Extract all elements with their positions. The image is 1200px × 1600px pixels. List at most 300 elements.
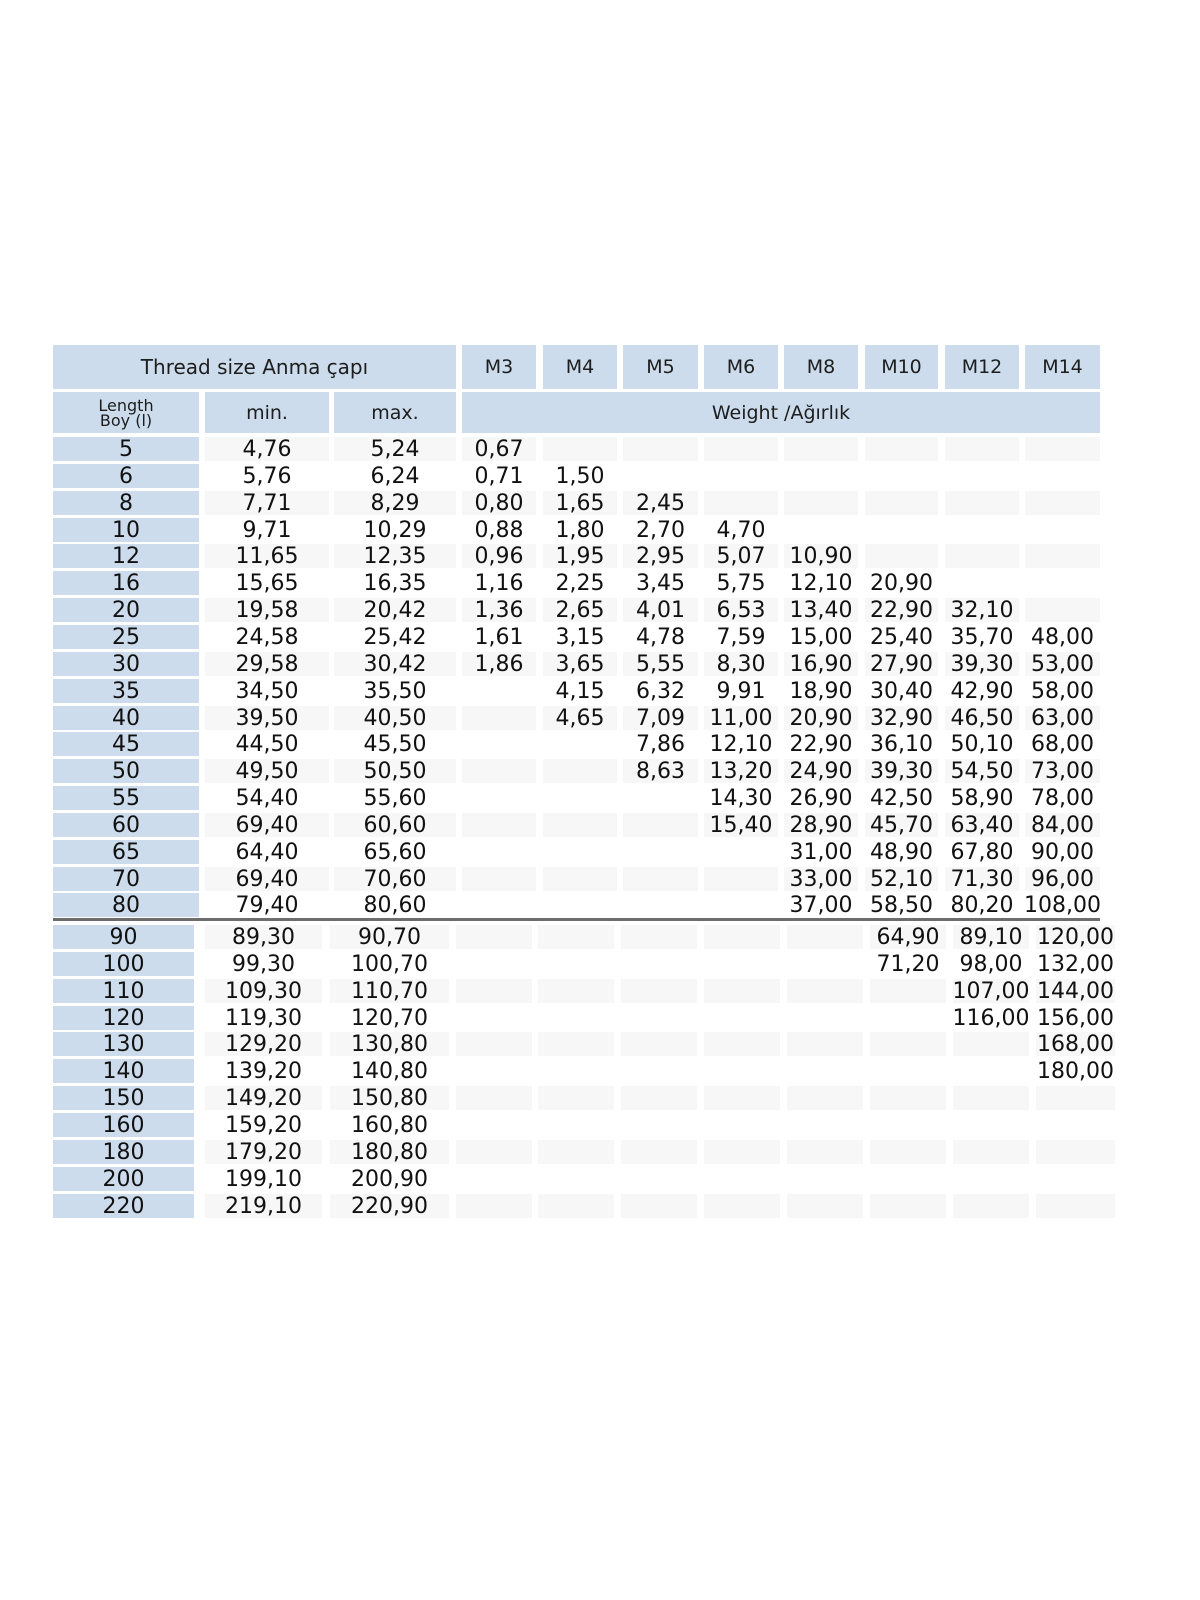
weight-cell-m8: 22,90 (789, 731, 853, 757)
weight-cell-m12: 58,90 (950, 785, 1014, 811)
length-cell: 55 (53, 786, 199, 810)
weight-cell-m3 (456, 1194, 532, 1218)
min-cell: 39,50 (205, 706, 329, 730)
weight-cell-m12: 46,50 (945, 706, 1019, 730)
max-cell: 45,50 (363, 731, 427, 757)
size-header-m14: M14 (1025, 345, 1100, 389)
weight-cell-m10: 45,70 (865, 813, 938, 837)
weight-cell-m12: 67,80 (950, 839, 1014, 865)
weight-cell-m12 (953, 1113, 1029, 1137)
max-cell: 35,50 (363, 678, 427, 704)
weight-cell-m3: 0,88 (474, 517, 524, 543)
weight-cell-m3 (456, 1032, 532, 1056)
weight-cell-m10 (865, 437, 938, 461)
length-cell: 100 (53, 952, 194, 976)
min-cell: 149,20 (205, 1086, 322, 1110)
weight-cell-m4 (538, 952, 614, 976)
length-cell: 200 (53, 1167, 194, 1191)
weight-cell-m10: 71,20 (876, 951, 940, 977)
size-header-m8: M8 (784, 345, 858, 389)
weight-cell-m3: 1,36 (462, 598, 536, 622)
length-cell: 30 (53, 652, 199, 676)
weight-cell-m14 (1025, 544, 1100, 568)
weight-cell-m4: 2,65 (543, 598, 617, 622)
section-divider (53, 918, 1100, 921)
weight-cell-m3 (462, 759, 536, 783)
weight-cell-m5 (623, 464, 698, 488)
weight-cell-m14 (1036, 1140, 1115, 1164)
size-header-m4: M4 (543, 345, 617, 389)
max-cell: 130,80 (330, 1032, 449, 1056)
min-cell: 49,50 (205, 759, 329, 783)
weight-cell-m14: 90,00 (1031, 839, 1094, 865)
length-cell: 130 (53, 1032, 194, 1056)
weight-cell-m4 (543, 786, 617, 810)
weight-cell-m4 (538, 925, 614, 949)
min-cell: 24,58 (235, 624, 299, 650)
weight-cell-m10 (870, 1113, 946, 1137)
weight-cell-m3 (462, 813, 536, 837)
weight-cell-m10: 27,90 (865, 652, 938, 676)
weight-cell-m6 (704, 1194, 780, 1218)
length-cell: 45 (53, 732, 199, 756)
weight-cell-m8 (787, 1113, 863, 1137)
min-cell: 4,76 (205, 437, 329, 461)
weight-cell-m3 (462, 786, 536, 810)
weight-cell-m6: 4,70 (716, 517, 766, 543)
weight-cell-m6 (704, 1167, 780, 1191)
min-cell: 219,10 (205, 1194, 322, 1218)
weight-cell-m8 (784, 464, 858, 488)
weight-cell-m5 (623, 786, 698, 810)
weight-cell-m14: 120,00 (1037, 924, 1114, 950)
weight-cell-m12 (945, 437, 1019, 461)
weight-cell-m3 (456, 1086, 532, 1110)
weight-cell-m8: 24,90 (784, 759, 858, 783)
weight-cell-m3: 0,96 (462, 544, 536, 568)
min-header: min. (205, 392, 329, 433)
weight-cell-m10 (870, 1086, 946, 1110)
min-cell: 7,71 (205, 491, 329, 515)
weight-cell-m4: 3,65 (543, 652, 617, 676)
weight-cell-m6 (704, 840, 778, 864)
weight-cell-m6: 13,20 (704, 759, 778, 783)
weight-cell-m5 (621, 1059, 697, 1083)
weight-cell-m6: 5,75 (716, 570, 766, 596)
weight-cell-m6: 6,53 (704, 598, 778, 622)
weight-cell-m8 (787, 1006, 863, 1030)
weight-cell-m8: 33,00 (784, 867, 858, 891)
weight-cell-m5: 2,95 (623, 544, 698, 568)
weight-cell-m5 (621, 1140, 697, 1164)
weight-cell-m12: 42,90 (950, 678, 1014, 704)
length-cell: 20 (53, 598, 199, 622)
length-header-line1: Length (98, 395, 154, 415)
weight-cell-m8: 12,10 (789, 570, 853, 596)
weight-cell-m3: 1,16 (474, 570, 524, 596)
weight-cell-m5: 8,63 (623, 759, 698, 783)
weight-cell-m4: 1,65 (543, 491, 617, 515)
length-cell: 35 (53, 679, 199, 703)
min-cell: 15,65 (235, 570, 299, 596)
weight-cell-m14 (1036, 1113, 1115, 1137)
weight-cell-m14 (1025, 518, 1100, 542)
length-cell: 150 (53, 1086, 194, 1110)
weight-cell-m6: 14,30 (709, 785, 773, 811)
weight-cell-m5 (623, 867, 698, 891)
min-cell: 69,40 (205, 867, 329, 891)
weight-cell-m3 (456, 979, 532, 1003)
weight-cell-m14: 168,00 (1037, 1031, 1114, 1057)
weight-cell-m5: 4,78 (636, 624, 685, 650)
max-cell: 160,80 (351, 1112, 428, 1138)
weight-cell-m12: 35,70 (950, 624, 1014, 650)
weight-cell-m6 (704, 1032, 780, 1056)
min-cell: 69,40 (205, 813, 329, 837)
weight-cell-m5: 7,86 (636, 731, 685, 757)
weight-cell-m12 (945, 464, 1019, 488)
weight-cell-m12: 80,20 (950, 892, 1014, 918)
weight-cell-m6 (704, 1006, 780, 1030)
min-cell: 119,30 (225, 1005, 302, 1031)
weight-cell-m6: 7,59 (716, 624, 766, 650)
min-cell: 139,20 (225, 1058, 302, 1084)
weight-cell-m3 (462, 679, 536, 703)
weight-cell-m14: 156,00 (1037, 1005, 1114, 1031)
weight-cell-m8 (784, 437, 858, 461)
weight-cell-m10 (865, 544, 938, 568)
max-cell: 25,42 (363, 624, 427, 650)
weight-cell-m12: 54,50 (945, 759, 1019, 783)
weight-cell-m4 (543, 759, 617, 783)
size-header-m5: M5 (623, 345, 698, 389)
max-cell: 16,35 (363, 570, 427, 596)
min-cell: 34,50 (235, 678, 299, 704)
weight-cell-m6: 8,30 (704, 652, 778, 676)
weight-cell-m8 (784, 518, 858, 542)
weight-cell-m14: 84,00 (1025, 813, 1100, 837)
weight-cell-m8 (787, 1194, 863, 1218)
weight-cell-m6 (704, 979, 780, 1003)
weight-cell-m3 (462, 867, 536, 891)
weight-cell-m6 (704, 925, 780, 949)
weight-cell-m10: 32,90 (865, 706, 938, 730)
weight-cell-m14: 144,00 (1037, 978, 1114, 1004)
weight-cell-m14: 132,00 (1037, 951, 1114, 977)
min-cell: 129,20 (205, 1032, 322, 1056)
weight-cell-m4 (538, 1006, 614, 1030)
weight-cell-m3: 1,61 (474, 624, 524, 650)
weight-cell-m12: 50,10 (950, 731, 1014, 757)
length-cell: 60 (53, 813, 199, 837)
weight-cell-m10: 48,90 (870, 839, 933, 865)
weight-cell-m14 (1036, 1167, 1115, 1191)
length-cell: 8 (53, 491, 199, 515)
weight-cell-m14: 53,00 (1025, 652, 1100, 676)
weight-cell-m6 (704, 1086, 780, 1110)
weight-cell-m3 (462, 840, 536, 864)
weight-cell-m6 (704, 1059, 780, 1083)
max-cell: 65,60 (363, 839, 427, 865)
weight-cell-m12 (945, 518, 1019, 542)
length-cell: 160 (53, 1113, 194, 1137)
weight-cell-m6: 11,00 (704, 706, 778, 730)
length-cell: 6 (53, 464, 199, 488)
max-cell: 20,42 (334, 598, 456, 622)
weight-cell-m6: 5,07 (704, 544, 778, 568)
min-cell: 99,30 (232, 951, 295, 977)
weight-cell-m3: 1,86 (462, 652, 536, 676)
weight-cell-m5: 5,55 (623, 652, 698, 676)
max-cell: 10,29 (363, 517, 427, 543)
max-cell: 8,29 (334, 491, 456, 515)
weight-cell-m12: 71,30 (945, 867, 1019, 891)
weight-cell-m8: 28,90 (784, 813, 858, 837)
weight-cell-m3 (456, 1059, 532, 1083)
min-cell: 54,40 (235, 785, 299, 811)
min-cell: 11,65 (205, 544, 329, 568)
max-cell: 50,50 (334, 759, 456, 783)
weight-cell-m6 (704, 1140, 780, 1164)
min-cell: 89,30 (205, 925, 322, 949)
weight-cell-m10 (870, 1194, 946, 1218)
weight-cell-m14 (1036, 1086, 1115, 1110)
weight-cell-m5 (623, 840, 698, 864)
weight-cell-m3 (462, 893, 536, 917)
weight-cell-m14 (1036, 1194, 1115, 1218)
weight-cell-m12 (953, 1086, 1029, 1110)
thread-size-header: Thread size Anma çapı (53, 345, 456, 389)
length-cell: 25 (53, 625, 199, 649)
weight-cell-m8: 37,00 (789, 892, 853, 918)
weight-cell-m6 (704, 867, 778, 891)
weight-cell-m5: 2,70 (636, 517, 685, 543)
weight-cell-m4 (538, 1059, 614, 1083)
weight-cell-m3 (456, 1140, 532, 1164)
weight-cell-m10: 20,90 (870, 570, 933, 596)
weight-cell-m14: 68,00 (1031, 731, 1094, 757)
weight-cell-m4 (538, 1194, 614, 1218)
weight-cell-m8 (787, 1032, 863, 1056)
weight-cell-m8: 18,90 (789, 678, 853, 704)
max-cell: 5,24 (334, 437, 456, 461)
max-cell: 120,70 (351, 1005, 428, 1031)
weight-cell-m10: 42,50 (870, 785, 933, 811)
weight-cell-m10 (870, 1059, 946, 1083)
weight-cell-m4 (538, 979, 614, 1003)
weight-cell-m6 (704, 491, 778, 515)
length-cell: 220 (53, 1194, 194, 1218)
length-cell: 140 (53, 1059, 194, 1083)
weight-cell-m12 (945, 571, 1019, 595)
min-cell: 19,58 (205, 598, 329, 622)
weight-cell-m14: 78,00 (1031, 785, 1094, 811)
weight-cell-m5 (621, 1006, 697, 1030)
min-cell: 159,20 (225, 1112, 302, 1138)
max-cell: 140,80 (351, 1058, 428, 1084)
weight-cell-m5 (623, 893, 698, 917)
weight-cell-m5: 3,45 (636, 570, 685, 596)
weight-cell-m8 (787, 1086, 863, 1110)
size-header-m12: M12 (945, 345, 1019, 389)
max-cell: 70,60 (334, 867, 456, 891)
weight-header: Weight /Ağırlık (462, 392, 1100, 433)
weight-cell-m5 (621, 1032, 697, 1056)
length-cell: 70 (53, 867, 199, 891)
weight-cell-m8: 31,00 (789, 839, 853, 865)
weight-cell-m12: 98,00 (959, 951, 1023, 977)
length-cell: 110 (53, 979, 194, 1003)
max-cell: 200,90 (351, 1166, 428, 1192)
weight-cell-m12: 107,00 (952, 978, 1030, 1004)
weight-cell-m14 (1025, 491, 1100, 515)
weight-cell-m3 (462, 706, 536, 730)
weight-cell-m8: 15,00 (789, 624, 853, 650)
weight-cell-m6 (704, 437, 778, 461)
weight-cell-m8: 13,40 (784, 598, 858, 622)
weight-cell-m5: 4,01 (623, 598, 698, 622)
length-cell: 12 (53, 544, 199, 568)
min-cell: 79,40 (235, 892, 299, 918)
weight-cell-m4: 2,25 (555, 570, 605, 596)
weight-cell-m8 (787, 1059, 863, 1083)
weight-cell-m8 (787, 1167, 863, 1191)
weight-cell-m14: 96,00 (1025, 867, 1100, 891)
max-cell: 55,60 (363, 785, 427, 811)
weight-cell-m10: 36,10 (870, 731, 933, 757)
weight-cell-m10 (865, 518, 938, 542)
max-cell: 150,80 (330, 1086, 449, 1110)
weight-cell-m12 (945, 544, 1019, 568)
weight-cell-m6 (704, 1113, 780, 1137)
weight-cell-m4: 4,15 (555, 678, 605, 704)
weight-cell-m5 (621, 952, 697, 976)
min-cell: 179,20 (205, 1140, 322, 1164)
weight-cell-m10: 39,30 (865, 759, 938, 783)
weight-cell-m6: 15,40 (704, 813, 778, 837)
max-cell: 110,70 (330, 979, 449, 1003)
max-cell: 30,42 (334, 652, 456, 676)
weight-cell-m4 (538, 1086, 614, 1110)
weight-cell-m14 (1025, 437, 1100, 461)
length-cell: 50 (53, 759, 199, 783)
max-cell: 60,60 (334, 813, 456, 837)
weight-cell-m8 (787, 979, 863, 1003)
weight-cell-m5 (621, 1167, 697, 1191)
weight-cell-m10 (865, 464, 938, 488)
min-cell: 5,76 (242, 463, 292, 489)
length-header-line2: Boy (l) (99, 410, 153, 430)
max-cell: 6,24 (370, 463, 420, 489)
weight-cell-m10: 22,90 (865, 598, 938, 622)
length-cell: 65 (53, 840, 199, 864)
weight-cell-m4 (538, 1167, 614, 1191)
max-cell: 90,70 (330, 925, 449, 949)
weight-cell-m8 (784, 491, 858, 515)
weight-cell-m8 (787, 925, 863, 949)
weight-cell-m8 (787, 1140, 863, 1164)
weight-cell-m10: 58,50 (870, 892, 933, 918)
weight-cell-m4 (543, 867, 617, 891)
min-cell: 9,71 (242, 517, 292, 543)
weight-cell-m4 (543, 840, 617, 864)
weight-cell-m4 (543, 813, 617, 837)
weight-cell-m14: 108,00 (1024, 892, 1101, 918)
weight-cell-m12 (953, 1059, 1029, 1083)
weight-cell-m8 (787, 952, 863, 976)
length-cell: 16 (53, 571, 199, 595)
length-cell: 180 (53, 1140, 194, 1164)
size-header-m3: M3 (462, 345, 536, 389)
weight-cell-m4 (543, 437, 617, 461)
weight-cell-m3 (456, 925, 532, 949)
weight-cell-m12: 39,30 (945, 652, 1019, 676)
weight-cell-m4 (543, 893, 617, 917)
weight-cell-m12: 63,40 (945, 813, 1019, 837)
weight-cell-m14: 58,00 (1031, 678, 1094, 704)
weight-cell-m12 (953, 1167, 1029, 1191)
weight-cell-m14: 180,00 (1037, 1058, 1114, 1084)
weight-cell-m12 (945, 491, 1019, 515)
min-cell: 199,10 (225, 1166, 302, 1192)
max-cell: 40,50 (334, 706, 456, 730)
weight-cell-m14: 48,00 (1031, 624, 1094, 650)
weight-cell-m6 (704, 893, 778, 917)
weight-cell-m12: 89,10 (953, 925, 1029, 949)
max-cell: 220,90 (330, 1194, 449, 1218)
weight-cell-m4: 1,80 (555, 517, 605, 543)
weight-cell-m8: 16,90 (784, 652, 858, 676)
weight-cell-m5 (621, 979, 697, 1003)
weight-cell-m10: 25,40 (870, 624, 933, 650)
weight-cell-m3: 0,67 (462, 437, 536, 461)
weight-cell-m5 (621, 925, 697, 949)
weight-cell-m12 (953, 1032, 1029, 1056)
weight-cell-m8: 20,90 (784, 706, 858, 730)
size-header-m10: M10 (865, 345, 938, 389)
min-cell: 64,40 (235, 839, 299, 865)
weight-cell-m14 (1025, 598, 1100, 622)
weight-cell-m3 (456, 1006, 532, 1030)
weight-cell-m5 (621, 1194, 697, 1218)
weight-cell-m5 (623, 437, 698, 461)
weight-cell-m12: 32,10 (945, 598, 1019, 622)
weight-cell-m6: 12,10 (709, 731, 773, 757)
weight-cell-m4 (538, 1140, 614, 1164)
weight-cell-m4 (538, 1113, 614, 1137)
max-cell: 180,80 (330, 1140, 449, 1164)
weight-cell-m10: 30,40 (870, 678, 933, 704)
weight-cell-m14 (1025, 464, 1100, 488)
weight-cell-m10 (870, 1032, 946, 1056)
weight-cell-m5 (623, 813, 698, 837)
weight-cell-m3: 0,80 (462, 491, 536, 515)
weight-cell-m10 (870, 1167, 946, 1191)
min-cell: 29,58 (205, 652, 329, 676)
weight-cell-m10 (865, 491, 938, 515)
weight-cell-m3: 0,71 (474, 463, 524, 489)
min-cell: 109,30 (205, 979, 322, 1003)
weight-cell-m4: 3,15 (555, 624, 605, 650)
length-cell: 80 (53, 893, 199, 917)
weight-cell-m5: 7,09 (623, 706, 698, 730)
weight-cell-m4 (543, 732, 617, 756)
weight-cell-m3 (456, 952, 532, 976)
min-cell: 44,50 (235, 731, 299, 757)
size-header-m6: M6 (704, 345, 778, 389)
max-header: max. (334, 392, 456, 433)
weight-cell-m10 (870, 1140, 946, 1164)
